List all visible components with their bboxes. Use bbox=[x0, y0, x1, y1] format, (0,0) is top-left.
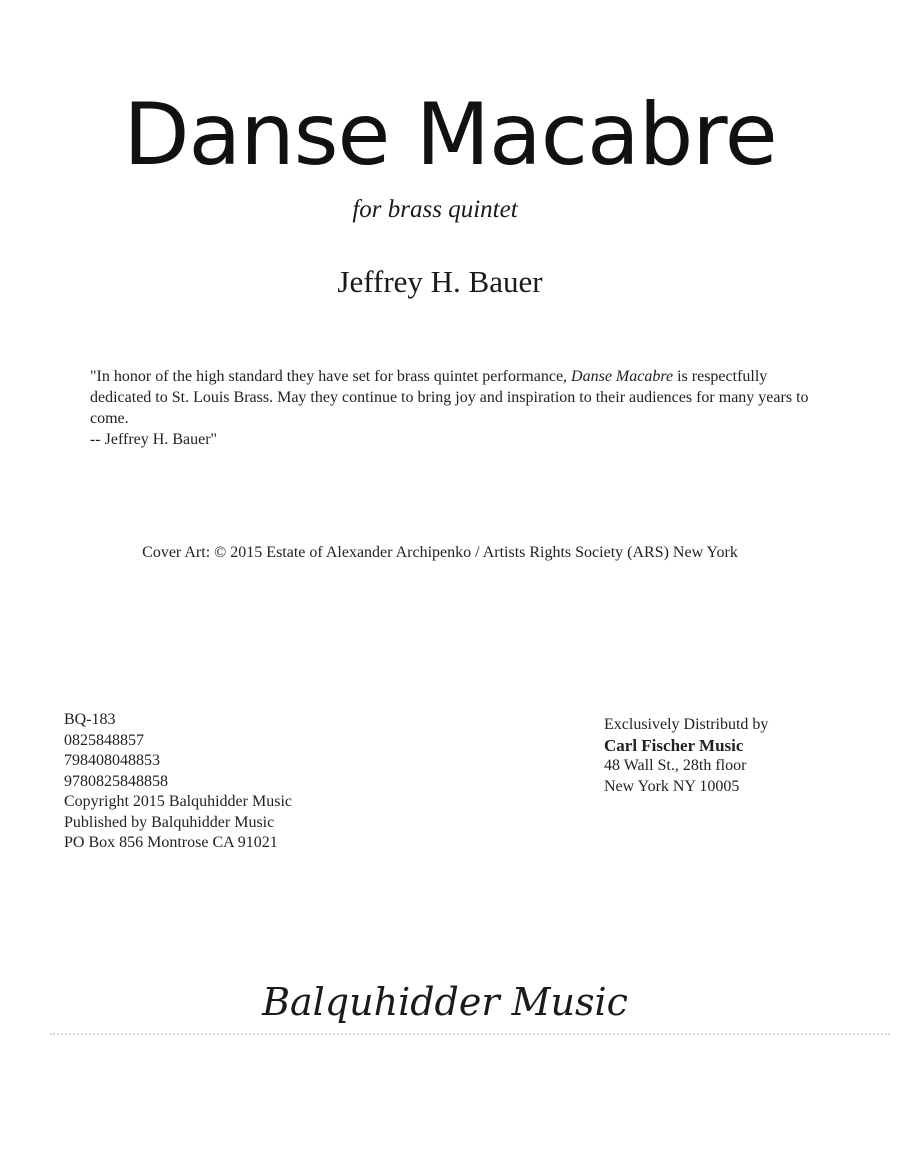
dedication-text-end: is respectfully dedicated to St. Louis Brass. May they continue to bring joy and inspiration to their audiences for many years to come. bbox=[90, 368, 809, 427]
distributor-info bbox=[604, 715, 884, 797]
title: Danse Macabre bbox=[123, 85, 777, 185]
publication-info bbox=[64, 710, 384, 854]
publisher-line: Published by Balquhidder Music bbox=[64, 813, 275, 831]
distributor-address-line2: New York NY 10005 bbox=[604, 777, 740, 795]
dedication bbox=[90, 366, 810, 450]
publisher-logo: Balquhidder Music bbox=[262, 980, 628, 1024]
catalog-number: BQ-183 bbox=[64, 711, 116, 728]
upc: 798408048853 bbox=[64, 752, 160, 769]
publisher-address: PO Box 856 Montrose CA 91021 bbox=[64, 834, 278, 851]
isbn-13: 9780825848858 bbox=[64, 772, 168, 790]
cover-art-credit: Cover Art: © 2015 Estate of Alexander Archipenko / Artists Rights Society (ARS) New York bbox=[142, 544, 738, 561]
dedication-work-title: Danse Macabre bbox=[571, 368, 674, 385]
isbn-10: 0825848857 bbox=[64, 731, 144, 749]
composer: Jeffrey H. Bauer bbox=[337, 264, 543, 299]
dedication-text-start: "In honor of the high standard they have set for brass quintet performance, bbox=[90, 368, 572, 385]
distributor-heading: Exclusively Distributd by bbox=[604, 716, 769, 733]
distributor-address-line1: 48 Wall St., 28th floor bbox=[604, 757, 747, 774]
copyright-line: Copyright 2015 Balquhidder Music bbox=[64, 793, 292, 810]
subtitle: for brass quintet bbox=[352, 196, 518, 223]
logo-divider bbox=[50, 1033, 890, 1035]
distributor-company: Carl Fischer Music bbox=[604, 735, 744, 755]
dedication-signature: -- Jeffrey H. Bauer" bbox=[90, 431, 218, 448]
